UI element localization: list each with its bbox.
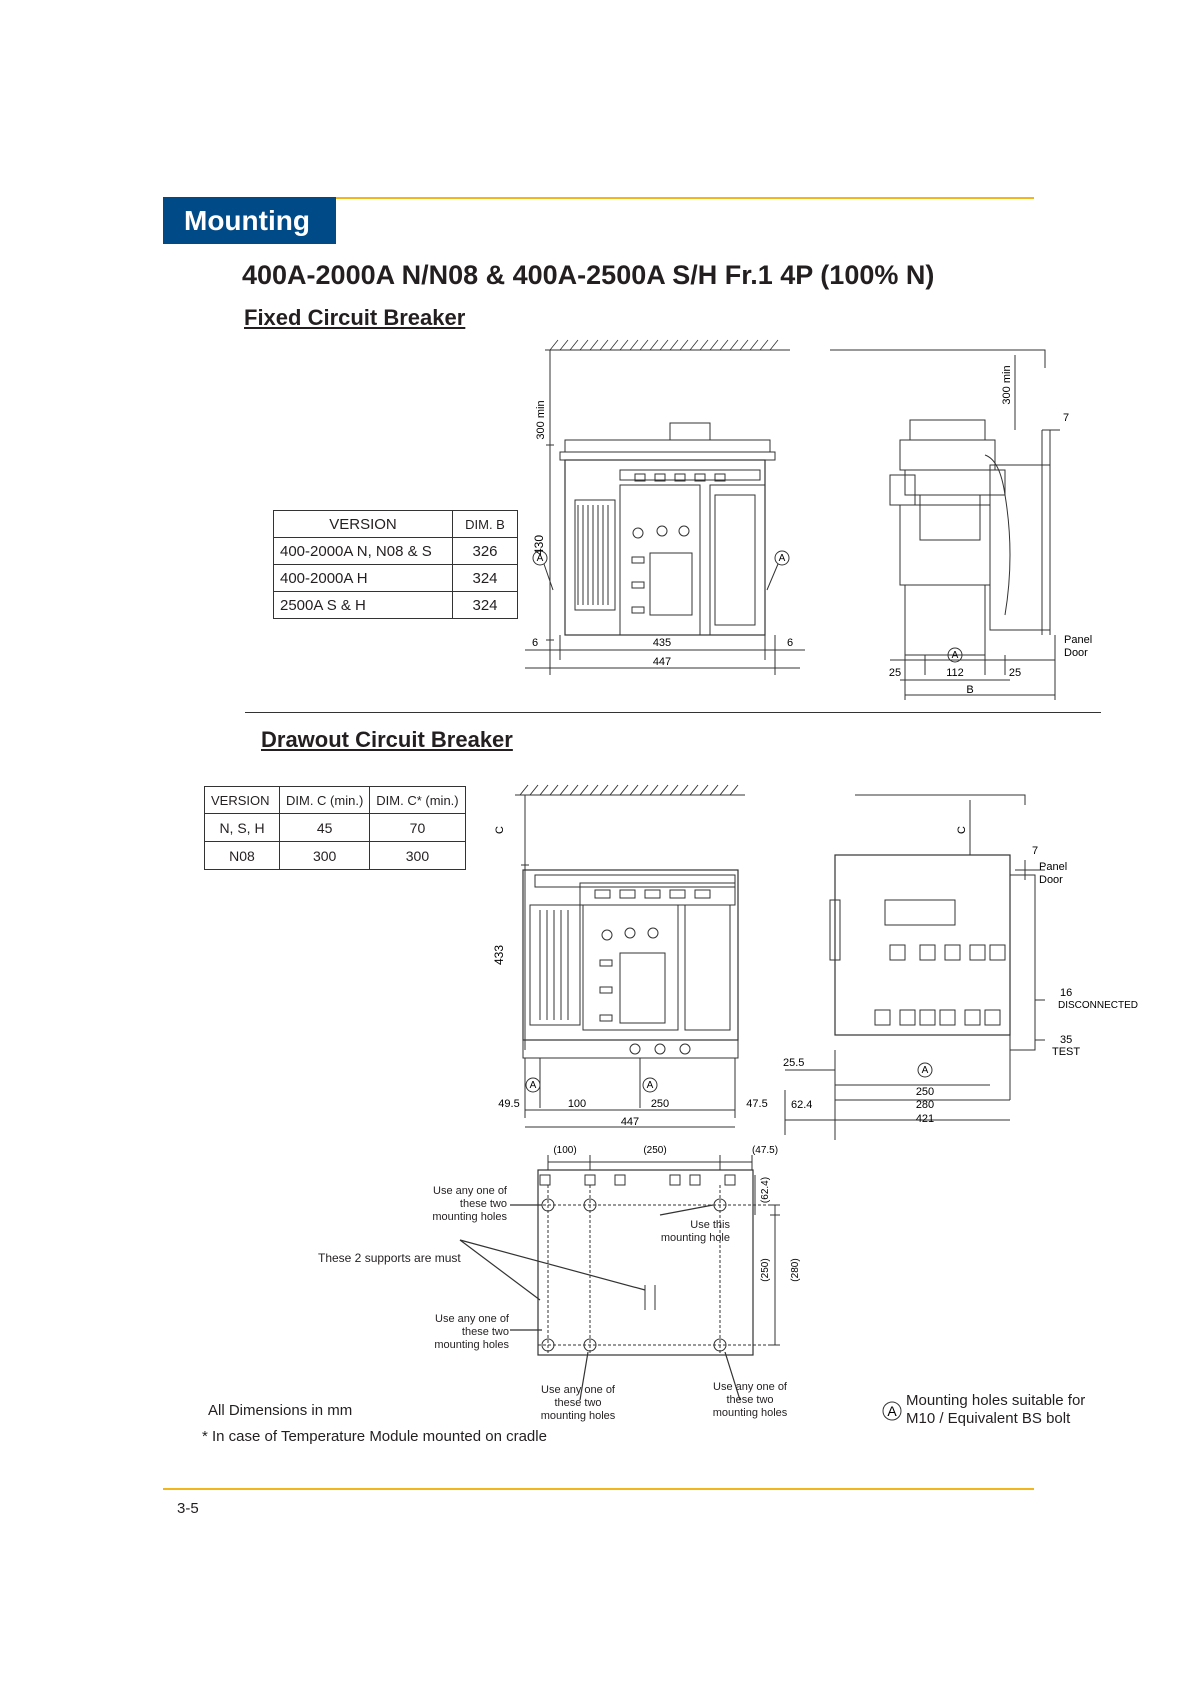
fixed-heading: Fixed Circuit Breaker	[244, 305, 466, 330]
dim-250: 250	[915, 1086, 935, 1098]
dim-250: 250	[650, 1098, 670, 1110]
table-header: VERSION	[274, 511, 453, 538]
table-cell: N08	[205, 842, 280, 870]
dim-25-right: 25	[1008, 667, 1022, 679]
table-cell: 300	[280, 842, 370, 870]
dim-447: 447	[620, 1116, 640, 1128]
table-cell: 400-2000A H	[274, 565, 453, 592]
note-mounting-holes-top-left: Use any one of these two mounting holes	[432, 1185, 507, 1223]
page-number: 3-5	[177, 1500, 199, 1517]
dim-300-min: 300 min	[1001, 365, 1013, 405]
dim-b: B	[966, 684, 974, 696]
legend-mounting-holes: Mounting holes suitable for M10 / Equivalent BS bolt	[906, 1392, 1086, 1427]
drawout-heading: Drawout Circuit Breaker	[261, 727, 513, 752]
dim-112: 112	[946, 667, 964, 679]
table-cell: N, S, H	[205, 814, 280, 842]
dim-280-v: (280)	[790, 1258, 801, 1282]
dim-7: 7	[1062, 412, 1070, 424]
note-mounting-holes-bottom-center: Use any one of these two mounting holes	[540, 1384, 616, 1422]
dim-c: C	[494, 826, 506, 834]
section-banner: Mounting	[163, 197, 336, 244]
door-label: Door	[1064, 647, 1088, 659]
note-use-this-hole: Use this mounting hole	[660, 1219, 730, 1244]
table-header: VERSION	[205, 787, 280, 814]
all-dimensions-note: All Dimensions in mm	[208, 1402, 353, 1419]
dim-6-left: 6	[531, 637, 539, 649]
note-supports-must: These 2 supports are must	[318, 1251, 461, 1265]
dim-280: 280	[915, 1099, 935, 1111]
footer-rule	[163, 1488, 1034, 1490]
panel-label: Panel	[1064, 634, 1093, 646]
mark-a: A	[529, 1080, 537, 1091]
page-title: 400A-2000A N/N08 & 400A-2500A S/H Fr.1 4P (100% N)	[242, 260, 935, 290]
table-cell: 45	[280, 814, 370, 842]
panel-label: Panel	[1039, 861, 1068, 873]
dim-100: 100	[567, 1098, 587, 1110]
table-cell: 70	[370, 814, 465, 842]
table-header: DIM. C (min.)	[280, 787, 370, 814]
svg-text:A: A	[887, 1403, 897, 1419]
note-mounting-holes-bottom-left: Use any one of these two mounting holes	[434, 1313, 509, 1351]
door-label: Door	[1039, 874, 1063, 886]
table-cell: 300	[370, 842, 465, 870]
dim-c: C	[956, 826, 968, 834]
fixed-dim-table	[273, 510, 518, 619]
dim-300-min: 300 min	[535, 400, 547, 440]
dim-35: 35	[1060, 1034, 1073, 1046]
dim-16: 16	[1060, 987, 1073, 999]
dim-62-4: 62.4	[791, 1099, 813, 1111]
dim-49-5: 49.5	[498, 1098, 520, 1110]
disconnected-label: DISCONNECTED	[1058, 1000, 1139, 1011]
dim-6-right: 6	[786, 637, 794, 649]
dim-433: 433	[492, 944, 506, 966]
drawout-dim-table	[204, 786, 466, 870]
mark-a: A	[778, 553, 786, 564]
mark-a: A	[921, 1065, 929, 1076]
drawout-side-drawing	[785, 790, 1145, 1135]
dim-100: (100)	[553, 1145, 577, 1156]
temperature-module-note: * In case of Temperature Module mounted on cradle	[202, 1428, 547, 1445]
dim-62-4: (62.4)	[760, 1176, 771, 1204]
dim-47-5: 47.5	[746, 1098, 768, 1110]
dim-25-left: 25	[888, 667, 902, 679]
legend-a-icon	[881, 1400, 903, 1422]
drawout-bottom-drawing	[520, 1140, 820, 1370]
mark-a: A	[646, 1080, 654, 1091]
table-cell: 324	[453, 592, 518, 619]
dim-430: 430	[532, 534, 546, 556]
dim-250-v: (250)	[760, 1258, 771, 1282]
table-header: DIM. B	[453, 511, 518, 538]
dim-447: 447	[652, 656, 672, 668]
dim-25-5: 25.5	[783, 1057, 805, 1069]
mark-a: A	[951, 650, 959, 661]
table-cell: 324	[453, 565, 518, 592]
dim-435: 435	[652, 637, 672, 649]
dim-250: (250)	[643, 1145, 667, 1156]
fixed-front-drawing	[520, 335, 810, 680]
table-header: DIM. C* (min.)	[370, 787, 465, 814]
drawout-front-drawing	[492, 775, 785, 1130]
table-cell: 326	[453, 538, 518, 565]
table-cell: 400-2000A N, N08 & S	[274, 538, 453, 565]
dim-7: 7	[1031, 845, 1039, 857]
dim-421: 421	[915, 1113, 935, 1125]
fixed-side-drawing	[820, 345, 1093, 700]
note-mounting-holes-bottom-right: Use any one of these two mounting holes	[712, 1381, 788, 1419]
section-divider	[245, 712, 1101, 713]
table-cell: 2500A S & H	[274, 592, 453, 619]
dim-47-5: (47.5)	[751, 1145, 779, 1156]
test-label: TEST	[1052, 1046, 1081, 1058]
mark-a: A	[536, 553, 544, 564]
